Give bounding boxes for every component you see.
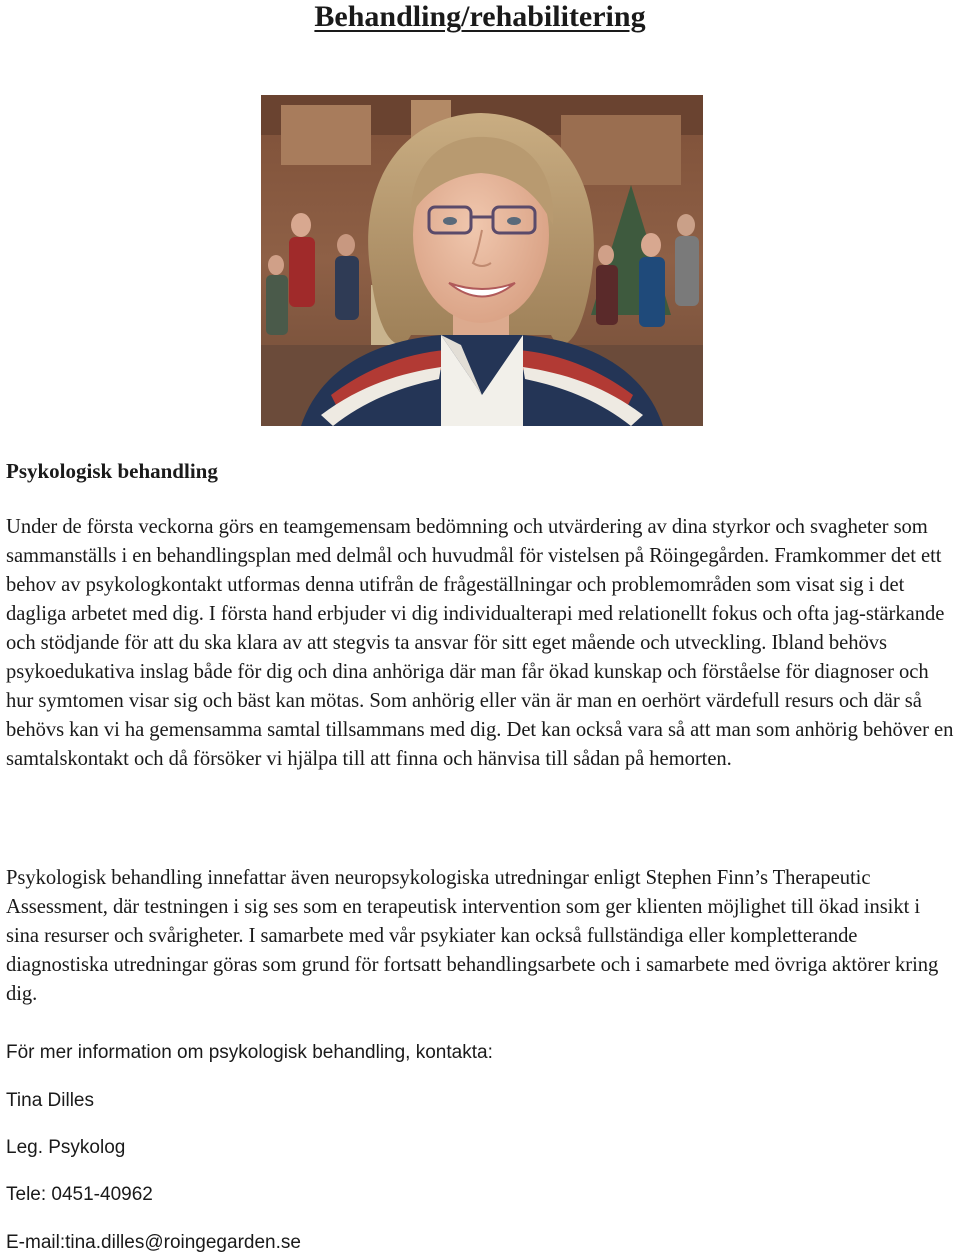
body-paragraph: Psykologisk behandling innefattar även neuropsykologiska utredningar enligt Stephen Finn’s Therapeutic Assessment, där testningen i sig ses som en terapeutisk intervention som ger klienten möjlighet till ökad insikt i sina resurser och svårigheter. I samarbete med vår psykiater kan också fullständiga eller kompletterande diagnostiska utredningar göras som grund för fortsatt behandlingsarbete och i samarbete med övriga aktörer kring dig. (6, 867, 939, 1005)
section-heading: Psykologisk behandling (6, 459, 218, 483)
contact-intro: För mer information om psykologisk behandling, kontakta: (6, 1042, 493, 1063)
body-paragraph: Under de första veckorna görs en teamgemensam bedömning och utvärdering av dina styrkor och svagheter som sammanställs i en behandlingsplan med delmål och huvudmål för vistelsen på Röingegården. Framkommer det ett behov av psykologkontakt utformas denna utifrån de frågeställningar och problemområden som visat sig i det dagliga arbetet med dig. I första hand erbjuder vi dig individualterapi med relationellt fokus och ofta jag-stärkande och stödjande för att du ska klara av att stegvis ta ansvar för sitt eget mående och utveckling. Ibland behövs psykoedukativa inslag både för dig och dina anhöriga där man får ökad kunskap och förståelse för diagnoser och hur symtomen visar sig och bäst kan mötas. Som anhörig eller vän är man en oerhört värdefull resurs och där så behövs kan vi ha gemensamma samtal tillsammans med dig. Det kan också vara så att man som anhörig behöver en samtalskontakt och då försöker vi hjälpa till att finna och hänvisa till sådan på hemorten. (6, 516, 954, 770)
contact-title: Leg. Psykolog (6, 1137, 126, 1158)
portrait-photo (261, 95, 703, 426)
contact-phone: Tele: 0451-40962 (6, 1184, 153, 1205)
page-title: Behandling/rehabilitering (314, 0, 646, 33)
contact-email: E-mail:tina.dilles@roingegarden.se (6, 1232, 301, 1253)
contact-name: Tina Dilles (6, 1090, 94, 1111)
